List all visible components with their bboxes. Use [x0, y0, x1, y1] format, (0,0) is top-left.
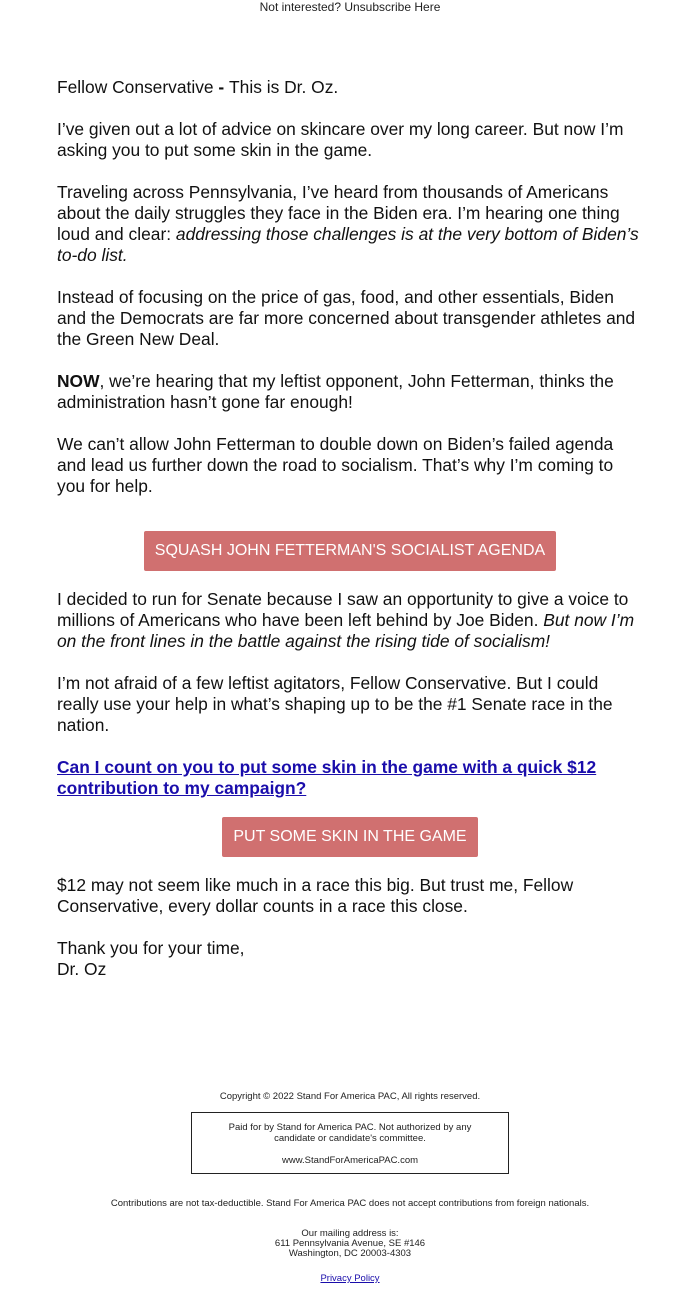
- website-link: www.StandForAmericaPAC.com: [281, 1155, 419, 1166]
- paragraph-skincare: I’ve given out a lot of advice on skincare over my long career. But now I’m asking you to put some skin in the game.: [57, 119, 624, 160]
- greeting-dash: -: [213, 77, 230, 97]
- paragraph-help: We can’t allow John Fetterman to double down on Biden’s failed agenda and lead us further down the road to socialism. That’s why I’m coming to you for help.: [57, 434, 614, 496]
- address-line-1: 611 Pennsylvania Avenue, SE #146: [274, 1238, 426, 1249]
- address-line-2: Washington, DC 20003-4303: [288, 1248, 412, 1259]
- paragraph-dollar: $12 may not seem like much in a race this big. But trust me, Fellow Conservative, every dollar counts in a race this close.: [57, 875, 574, 916]
- paid-for-box: [191, 1112, 509, 1174]
- paragraph-now: [57, 371, 643, 413]
- paragraph-senate: [57, 589, 643, 652]
- paragraph-senate-text: I decided to run for Senate because I saw an opportunity to give a voice to millions of Americans who have been left behind by Joe Biden.: [57, 589, 629, 630]
- ask-paragraph: [57, 757, 643, 799]
- unsubscribe-link[interactable]: Not interested? Unsubscribe Here: [259, 0, 441, 14]
- now-emphasis: NOW: [57, 371, 100, 391]
- paragraph-priorities: Instead of focusing on the price of gas, food, and other essentials, Biden and the Democrats are far more concerned about transgender athletes and the Green New Deal.: [57, 287, 636, 349]
- closing-line: Thank you for your time,: [57, 938, 245, 958]
- greeting-rest: This is Dr. Oz.: [229, 77, 339, 97]
- mailing-label: Our mailing address is:: [301, 1228, 399, 1239]
- greeting: [57, 77, 643, 98]
- signature: Dr. Oz: [57, 959, 107, 979]
- greeting-name: Fellow Conservative: [57, 77, 214, 97]
- privacy-policy-link[interactable]: Privacy Policy: [320, 1273, 380, 1284]
- contribute-link[interactable]: Can I count on you to put some skin in the game with a quick $12 contribution to my campaign?: [57, 757, 597, 798]
- disclaimer: Contributions are not tax-deductible. Stand For America PAC does not accept contributions from foreign nationals.: [110, 1198, 590, 1209]
- paid-for-line-2: candidate or candidate's committee.: [274, 1133, 426, 1144]
- squash-agenda-button[interactable]: SQUASH JOHN FETTERMAN'S SOCIALIST AGENDA: [144, 531, 556, 571]
- paragraph-now-text: , we’re hearing that my leftist opponent, John Fetterman, thinks the administration hasn’t gone far enough!: [57, 371, 614, 412]
- skin-in-game-button[interactable]: PUT SOME SKIN IN THE GAME: [222, 817, 478, 857]
- privacy-row: [0, 1273, 700, 1284]
- copyright: Copyright © 2022 Stand For America PAC, All rights reserved.: [219, 1091, 481, 1102]
- paid-for-line-1: Paid for by Stand for America PAC. Not authorized by any: [228, 1122, 472, 1133]
- paragraph-agitators: I’m not afraid of a few leftist agitators, Fellow Conservative. But I could really use your help in what’s shaping up to be the #1 Senate race in the nation.: [57, 673, 613, 735]
- paragraph-senate-emphasis: But now I’m on the front lines in the battle against the rising tide of socialism!: [57, 610, 635, 651]
- paragraph-pennsylvania-emphasis: addressing those challenges is at the very bottom of Biden’s to-do list.: [57, 224, 639, 265]
- paragraph-pennsylvania-text: Traveling across Pennsylvania, I’ve heard from thousands of Americans about the daily struggles they face in the Biden era. I’m hearing one thing loud and clear:: [57, 182, 620, 244]
- paragraph-pennsylvania: [57, 182, 643, 266]
